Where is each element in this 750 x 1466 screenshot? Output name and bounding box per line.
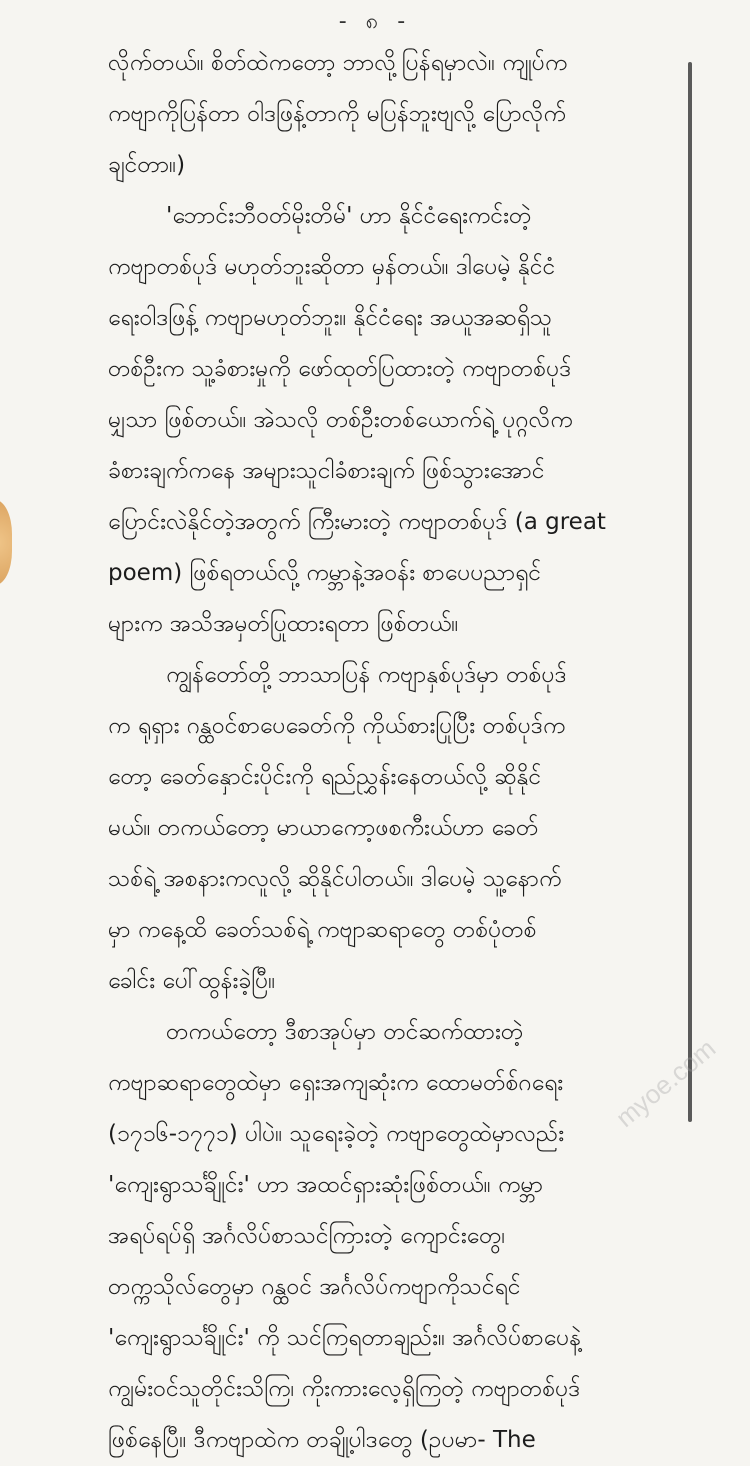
text-line: တက္ကသိုလ်တွေမှာ ဂန္ထဝင် အင်္ဂလိပ်ကဗျာကိုသင်ရင် [108, 1274, 521, 1300]
text-line: အရပ်ရပ်ရှိ အင်္ဂလိပ်စာသင်ကြားတဲ့ ကျောင်းတွေ၊ [108, 1223, 506, 1249]
text-line: မယ်။ တကယ်တော့ မာယာကော့ဖစကီးယ်ဟာ ခေတ် [108, 815, 539, 841]
text-line: တကယ်တော့ ဒီစာအုပ်မှာ တင်ဆက်ထားတဲ့ [166, 1019, 524, 1045]
text-line: မှာ ကနေ့ထိ ခေတ်သစ်ရဲ့ ကဗျာဆရာတွေ တစ်ပုံတစ် [108, 917, 537, 943]
text-line: poem) ဖြစ်ရတယ်လို့ ကမ္ဘာနဲ့အဝန်း စာပေပညာရှင် [108, 560, 542, 586]
thumb-shadow [0, 500, 12, 585]
text-line: (၁၇၁၆-၁၇၇၁) ပါပဲ။ သူရေးခဲ့တဲ့ ကဗျာတွေထဲမှာလည်း [108, 1121, 565, 1147]
text-line: ခေါင်း ပေါ်ထွန်းခဲ့ပြီ။ [108, 968, 276, 994]
text-line: ကဗျာဆရာတွေထဲမှာ ရှေးအကျဆုံးက ထောမတ်စ်ဂရေး [108, 1070, 564, 1096]
text-line: လိုက်တယ်။ စိတ်ထဲကတော့ ဘာလို့ပြန်ရမှာလဲ။ ကျုပ်က [108, 50, 568, 76]
text-line: တော့ ခေတ်နှောင်းပိုင်းကို ရည်ညွှန်းနေတယ်လို့ ဆိုနိုင် [108, 764, 542, 790]
text-line: ချင်တာ။) [108, 152, 186, 178]
text-line: ခံစားချက်ကနေ အများသူငါခံစားချက် ဖြစ်သွားအောင် [108, 458, 545, 484]
page-number: - ၈ - [338, 9, 412, 34]
text-line: 'ကျေးရွာသင်္ချိုင်း' ဟာ အထင်ရှားဆုံးဖြစ်တယ်။ ကမ္ဘာ [108, 1172, 544, 1198]
text-line: ပြောင်းလဲနိုင်တဲ့အတွက် ကြီးမားတဲ့ ကဗျာတစ်ပုဒ် (a great [108, 509, 606, 535]
text-line: ကဗျာတစ်ပုဒ် မဟုတ်ဘူးဆိုတာ မှန်တယ်။ ဒါပေမဲ့ နိုင်ငံ [108, 254, 556, 280]
text-line: ရေးဝါဒဖြန့် ကဗျာမဟုတ်ဘူး။ နိုင်ငံရေး အယူအဆရှိသူ [108, 305, 553, 331]
margin-rule [688, 62, 692, 1122]
text-line: မျှသာ ဖြစ်တယ်။ အဲသလို တစ်ဦးတစ်ယောက်ရဲ့ ပုဂ္ဂလိက [108, 407, 573, 433]
text-line: ကျွမ်းဝင်သူတိုင်းသိကြ၊ ကိုးကားလေ့ရှိကြတဲ့ ကဗျာတစ်ပုဒ် [108, 1376, 581, 1402]
text-line: ကဗျာကိုပြန်တာ ဝါဒဖြန့်တာကို မပြန်ဘူးဗျလို့ ပြောလိုက် [108, 101, 566, 127]
text-line: က ရုရှား ဂန္ထဝင်စာပေခေတ်ကို ကိုယ်စားပြုပြီး တစ်ပုဒ်က [108, 713, 566, 739]
watermark: myoe.com [610, 1032, 722, 1133]
text-line: များက အသိအမှတ်ပြုထားရတာ ဖြစ်တယ်။ [108, 611, 459, 637]
text-line: တစ်ဦးက သူ့ခံစားမှုကို ဖော်ထုတ်ပြထားတဲ့ ကဗျာတစ်ပုဒ် [108, 356, 572, 382]
text-line: သစ်ရဲ့ အစနားကလူလို့ ဆိုနိုင်ပါတယ်။ ဒါပေမဲ့ သူ့နောက် [108, 866, 562, 892]
text-line: ကျွန်တော်တို့ ဘာသာပြန် ကဗျာနှစ်ပုဒ်မှာ တစ်ပုဒ် [166, 662, 567, 688]
body-text [108, 38, 628, 1466]
text-line: 'ဘောင်းဘီဝတ်မိုးတိမ်' ဟာ နိုင်ငံရေးကင်းတဲ့ [166, 203, 532, 229]
text-line: ဖြစ်နေပြီ။ ဒီကဗျာထဲက တချို့ပါဒတွေ (ဥပမာ- The [108, 1427, 536, 1453]
text-line: 'ကျေးရွာသင်္ချိုင်း' ကို သင်ကြရတာချည်း။ အင်္ဂလိပ်စာပေနဲ့ [108, 1325, 582, 1351]
